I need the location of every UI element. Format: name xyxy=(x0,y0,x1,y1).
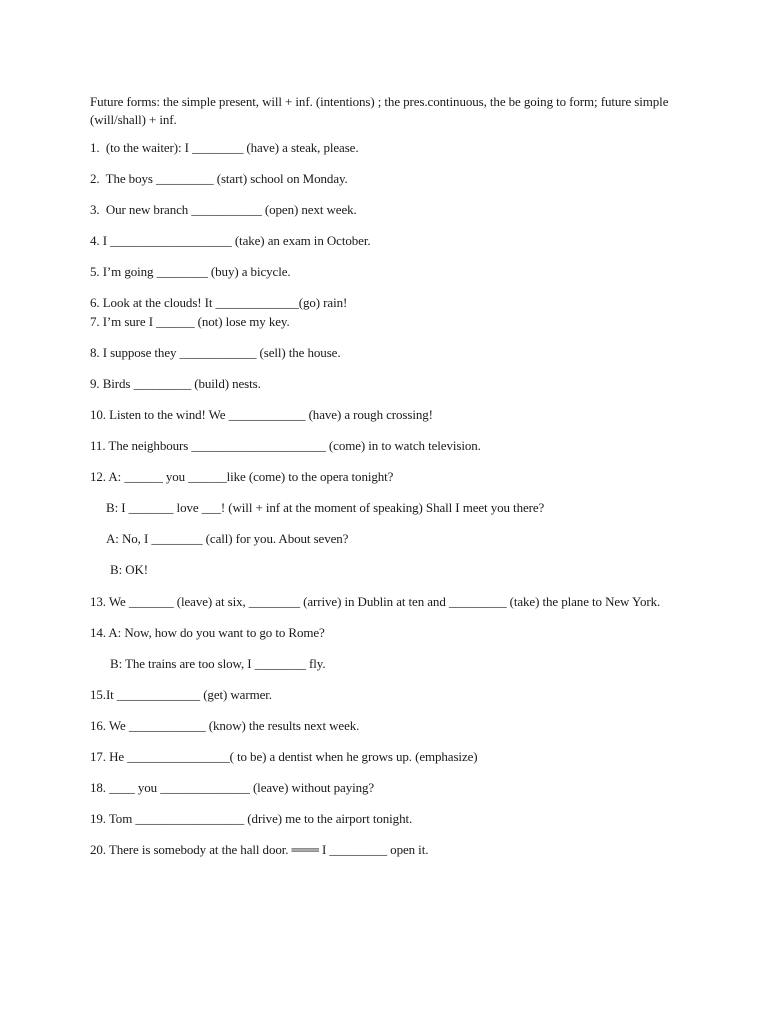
exercise-item-1: 1. (to the waiter): I ________ (have) a steak, please. xyxy=(90,140,359,155)
exercise-item-12: 12. A: ______ you ______like (come) to the opera tonight? xyxy=(90,469,394,484)
exercise-item-16: 16. We ____________ (know) the results next week. xyxy=(90,718,360,733)
exercise-item-14: 14. A: Now, how do you want to go to Rome? xyxy=(90,625,325,640)
exercise-item-13: 13. We _______ (leave) at six, ________ (arrive) in Dublin at ten and _________ (take) the plane to New York. xyxy=(90,594,661,609)
exercise-item-2: 2. The boys _________ (start) school on Monday. xyxy=(90,171,348,186)
exercise-item-20: 20. There is somebody at the hall door. ═══ I _________ open it. xyxy=(90,842,429,857)
exercise-item-12-b: B: I _______ love ___! (will + inf at the moment of speaking) Shall I meet you there? xyxy=(106,500,545,515)
exercise-item-12-a2: A: No, I ________ (call) for you. About seven? xyxy=(106,531,349,546)
exercise-item-6: 6. Look at the clouds! It _____________(go) rain! xyxy=(90,295,348,310)
exercise-item-11: 11. The neighbours _____________________ (come) in to watch television. xyxy=(90,438,481,453)
exercise-item-8: 8. I suppose they ____________ (sell) the house. xyxy=(90,345,341,360)
exercise-item-10: 10. Listen to the wind! We ____________ (have) a rough crossing! xyxy=(90,407,433,422)
exercise-item-19: 19. Tom _________________ (drive) me to the airport tonight. xyxy=(90,811,413,826)
exercise-item-12-b2: B: OK! xyxy=(110,562,149,577)
exercise-item-5: 5. I’m going ________ (buy) a bicycle. xyxy=(90,264,291,279)
exercise-item-14-b: B: The trains are too slow, I ________ fly. xyxy=(110,656,326,671)
exercise-item-15: 15.It _____________ (get) warmer. xyxy=(90,687,272,702)
worksheet xyxy=(90,93,690,858)
exercise-item-17: 17. He ________________( to be) a dentist when he grows up. (emphasize) xyxy=(90,749,478,764)
exercise-item-7: 7. I’m sure I ______ (not) lose my key. xyxy=(90,314,290,329)
exercise-item-18: 18. ____ you ______________ (leave) without paying? xyxy=(90,780,375,795)
exercise-item-3: 3. Our new branch ___________ (open) next week. xyxy=(90,202,357,217)
worksheet-instructions: Future forms: the simple present, will + inf. (intentions) ; the pres.continuous, the be going to form; future simple (will/shall) + inf. xyxy=(90,94,669,127)
exercise-item-4: 4. I ___________________ (take) an exam in October. xyxy=(90,233,371,248)
exercise-item-9: 9. Birds _________ (build) nests. xyxy=(90,376,261,391)
